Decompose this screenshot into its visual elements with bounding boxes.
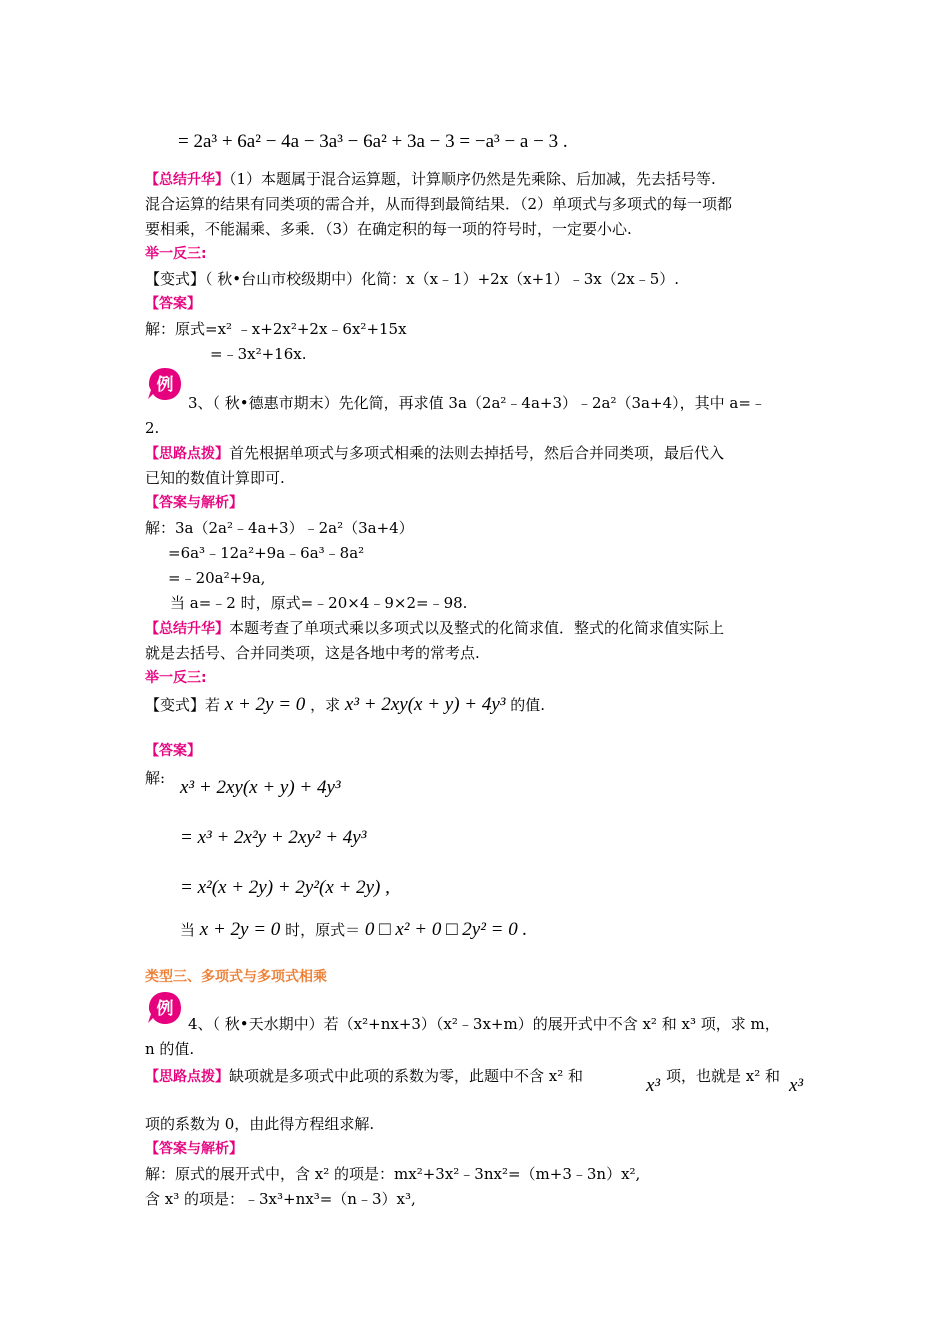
summary-line-1: （1）本题属于混合运算题，计算顺序仍然是先乘除、后加减，先去括号等.: [229, 170, 716, 188]
hint-tag: 【思路点拨】: [145, 446, 229, 462]
hint-tag: 【思路点拨】: [145, 1069, 229, 1085]
variant-text: （ 秋•台山市校级期中）化简：x（x﹣1）+2x（x+1）﹣3x（2x﹣5）.: [205, 270, 680, 288]
summary-line-1: 本题考查了单项式乘以多项式以及整式的化简求值．整式的化简求值实际上: [229, 619, 725, 637]
example3-solution-line-2: =6a³﹣12a²+9a﹣6a³﹣8a²: [168, 544, 365, 562]
when-label: 当: [180, 921, 196, 939]
summary-tag: 【总结升华】: [145, 172, 229, 188]
hint-paragraph: [145, 443, 724, 464]
hint-paragraph: [145, 1066, 583, 1087]
example3-summary: [145, 618, 724, 639]
summary-paragraph: [145, 169, 716, 190]
hint-line-2: 项的系数为 0，由此得方程组求解.: [145, 1115, 375, 1133]
math-line-2: = x³ + 2x²y + 2xy² + 4y³: [180, 827, 367, 848]
hint-line-1b: 项，也就是 x² 和: [666, 1067, 781, 1085]
answer-tag: 【答案】: [145, 296, 201, 312]
example-badge-icon: [147, 990, 183, 1026]
analysis-tag: 【答案与解析】: [145, 1141, 243, 1157]
hint-line-1: 首先根据单项式与多项式相乘的法则去掉括号，然后合并同类项，最后代入: [229, 444, 725, 462]
math-line-4: [180, 920, 527, 940]
evaluated-expression: 0 □ x² + 0 □ 2y² = 0 .: [364, 919, 528, 940]
summary-line-2: 就是去括号、合并同类项，这是各地中考的常考点.: [145, 644, 480, 662]
original-equals-label: 时，原式＝: [285, 921, 361, 939]
summary-tag: 【总结升华】: [145, 621, 229, 637]
example3-solution-line-1: 解：3a（2a²﹣4a+3）﹣2a²（3a+4）: [145, 519, 414, 537]
answer-tag: 【答案】: [145, 743, 201, 759]
condition-expression: x + 2y = 0: [199, 919, 281, 940]
example3-question-line-2: 2.: [145, 419, 160, 437]
solution-line-2: =﹣3x²+16x.: [210, 345, 307, 363]
result-equation: = 2a³ + 6a² − 4a − 3a³ − 6a² + 3a − 3 = −a³ − a − 3 .: [178, 131, 568, 152]
summary-line-3: 要相乘，不能漏乘、多乘．（3）在确定积的每一项的符号时，一定要小心.: [145, 220, 632, 238]
example-badge-label: 例: [156, 999, 174, 1019]
variant-tag: 【变式】若: [145, 696, 221, 714]
math-line-1: x³ + 2xy(x + y) + 4y³: [180, 777, 341, 798]
example4-question-line-2: n 的值.: [145, 1040, 195, 1058]
example-badge-label: 例: [156, 375, 174, 395]
analysis-tag: 【答案与解析】: [145, 495, 243, 511]
example4-question-line-1: 4、（ 秋•天水期中）若（x²+nx+3）（x²﹣3x+m）的展开式中不含 x² 和 x³ 项，求 m，: [188, 1015, 780, 1033]
variant-tag: 【变式】: [145, 270, 206, 288]
variant-question: [145, 269, 679, 289]
variant-mid: ，求: [310, 696, 341, 714]
practice-heading: 举一反三:: [145, 246, 207, 262]
section-title: 类型三、多项式与多项式相乘: [145, 969, 327, 985]
variant-end: 的值.: [510, 696, 546, 714]
hint-x3-term: x³: [789, 1075, 804, 1096]
hint-line-2: 已知的数值计算即可.: [145, 469, 285, 487]
summary-line-2: 混合运算的结果有同类项的需合并，从而得到最简结果．（2）单项式与多项式的每一项都: [145, 195, 733, 213]
math-line-3: = x²(x + 2y) + 2y²(x + 2y) ,: [180, 877, 390, 898]
hint-line-1: 缺项就是多项式中此项的系数为零，此题中不含 x² 和: [229, 1067, 584, 1085]
solution-line-1: 解：原式=x² ﹣x+2x²+2x﹣6x²+15x: [145, 320, 407, 338]
example3-solution-line-3: =﹣20a²+9a,: [168, 569, 266, 587]
solution-head: 解:: [145, 769, 166, 787]
variant-expression: x³ + 2xy(x + y) + 4y³: [344, 694, 506, 715]
example3-question-line-1: 3、（ 秋•德惠市期末）先化简，再求值 3a（2a²﹣4a+3）﹣2a²（3a+4），其中 a=﹣: [188, 394, 766, 412]
variant-question: [145, 695, 545, 715]
example-badge-icon: [147, 366, 183, 402]
hint-x3-term: x³: [646, 1075, 661, 1096]
practice-heading: 举一反三:: [145, 670, 207, 686]
example4-solution-line-2: 含 x³ 的项是：﹣3x³+nx³=（n﹣3）x³,: [145, 1190, 416, 1208]
example4-solution-line-1: 解：原式的展开式中，含 x² 的项是：mx²+3x²﹣3nx²=（m+3﹣3n）x²,: [145, 1165, 641, 1183]
variant-condition: x + 2y = 0: [224, 694, 306, 715]
example3-solution-line-4: 当 a=﹣2 时，原式=﹣20×4﹣9×2=﹣98.: [170, 594, 468, 612]
